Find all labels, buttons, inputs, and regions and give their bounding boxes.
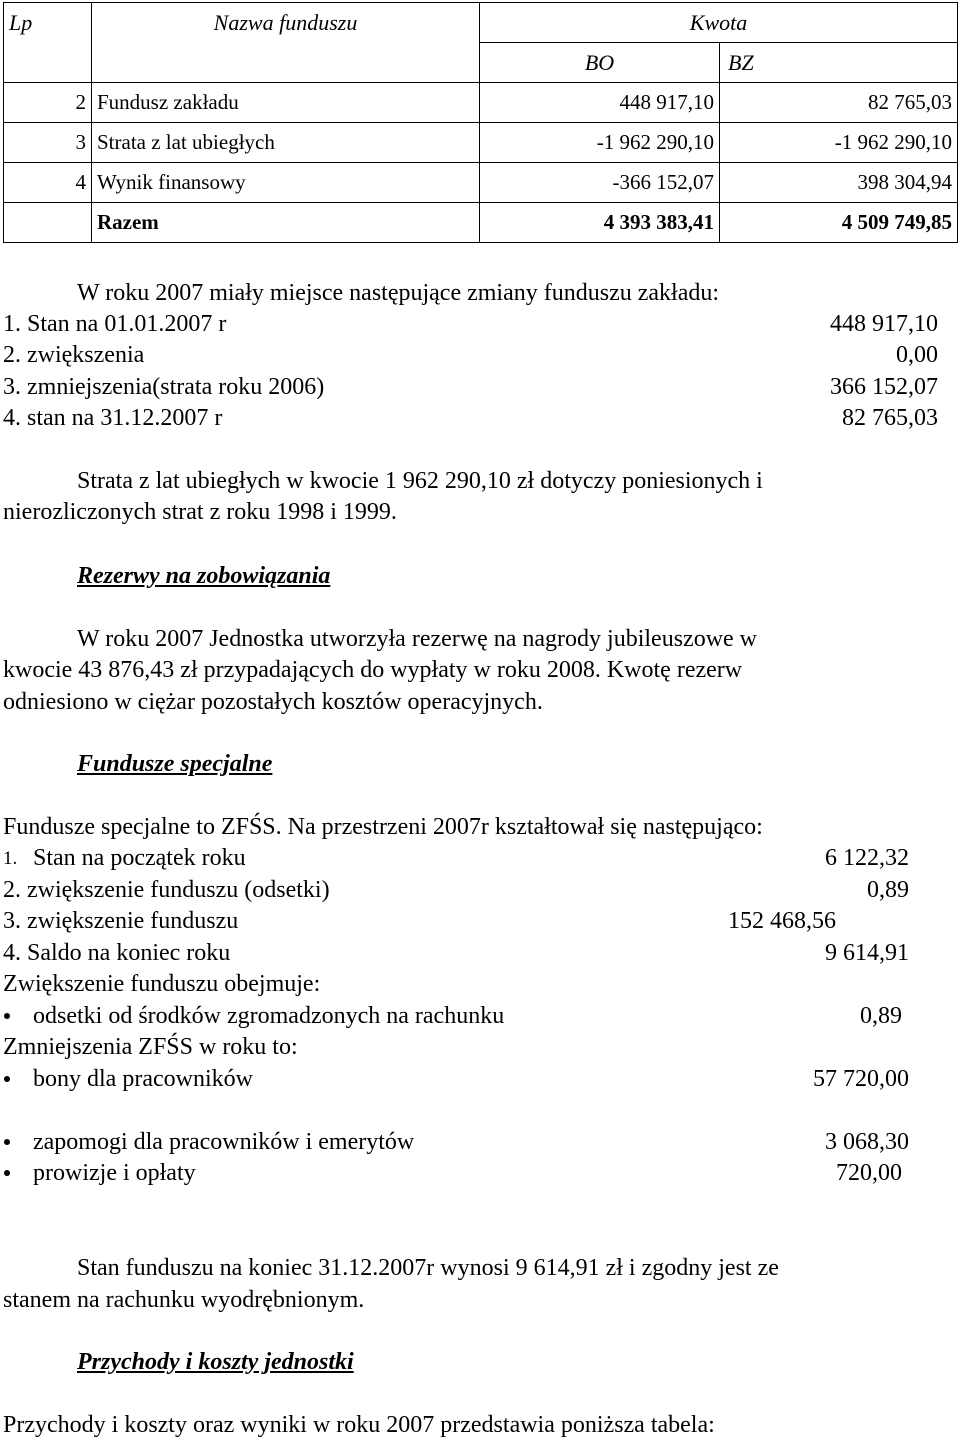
change-item-label: 4. stan na 31.12.2007 r [3,405,223,431]
increase-heading: Zwiększenie funduszu obejmuje: [3,971,321,997]
special-item-value: 6 122,32 [825,845,909,871]
table-total-row [4,203,958,243]
table-row [4,123,958,163]
decrease-item-label: zapomogi dla pracowników i emerytów [33,1129,415,1155]
change-item-value: 0,00 [896,342,938,368]
total-label: Razem [92,203,480,243]
row-lp: 4 [4,163,92,203]
decrease-item-label: prowizje i opłaty [33,1160,196,1186]
row-lp: 3 [4,123,92,163]
row-name: Fundusz zakładu [92,83,480,123]
bullet-icon [4,1013,10,1019]
row-bo: -1 962 290,10 [480,123,720,163]
loss-note-line: Strata z lat ubiegłych w kwocie 1 962 290,10 zł dotyczy poniesionych i [77,468,763,494]
decrease-item-value: 57 720,00 [813,1066,909,1092]
row-bz: 82 765,03 [720,83,958,123]
special-item-label: 2. zwiększenie funduszu (odsetki) [3,877,330,903]
loss-note-line: nierozliczonych strat z roku 1998 i 1999. [3,499,397,525]
decrease-item-value: 3 068,30 [825,1129,909,1155]
table-row [4,83,958,123]
income-intro: Przychody i koszty oraz wyniki w roku 2007 przedstawia poniższa tabela: [3,1412,715,1438]
table-subheader-row [4,43,958,83]
special-item-value: 152 468,56 [728,908,836,934]
closing-line: Stan funduszu na koniec 31.12.2007r wynosi 9 614,91 zł i zgodny jest ze [77,1255,779,1281]
header-bo: BO [480,43,720,83]
row-bo: -366 152,07 [480,163,720,203]
special-funds-intro: Fundusze specjalne to ZFŚS. Na przestrzeni 2007r kształtował się następująco: [3,814,763,840]
table-row [4,163,958,203]
row-lp: 2 [4,83,92,123]
special-funds-heading: Fundusze specjalne [77,751,273,777]
bullet-icon [4,1139,10,1145]
header-name: Nazwa funduszu [92,3,480,43]
reserves-line: odniesiono w ciężar pozostałych kosztów operacyjnych. [3,689,543,715]
closing-line: stanem na rachunku wyodrębnionym. [3,1287,365,1313]
change-item-label: 2. zwiększenia [3,342,145,368]
changes-intro: W roku 2007 miały miejsce następujące zmiany funduszu zakładu: [77,280,720,306]
reserves-line: W roku 2007 Jednostka utworzyła rezerwę na nagrody jubileuszowe w [77,626,758,652]
change-item-label: 1. Stan na 01.01.2007 r [3,311,227,337]
row-bz: 398 304,94 [720,163,958,203]
decrease-item-value: 720,00 [836,1160,902,1186]
change-item-label: 3. zmniejszenia(strata roku 2006) [3,374,325,400]
reserves-line: kwocie 43 876,43 zł przypadających do wypłaty w roku 2008. Kwotę rezerw [3,657,743,683]
reserves-heading: Rezerwy na zobowiązania [77,563,331,589]
change-item-value: 366 152,07 [830,374,938,400]
bullet-icon [4,1076,10,1082]
special-item-label: 4. Saldo na koniec roku [3,940,231,966]
table-header-row [4,3,958,43]
row-name: Wynik finansowy [92,163,480,203]
header-bz: BZ [720,43,958,83]
row-name: Strata z lat ubiegłych [92,123,480,163]
decrease-item-label: bony dla pracowników [33,1066,253,1092]
special-item-value: 9 614,91 [825,940,909,966]
increase-item-value: 0,89 [860,1003,902,1029]
bullet-icon [4,1170,10,1176]
row-bo: 448 917,10 [480,83,720,123]
special-item-num: 1. [3,848,18,869]
header-amount: Kwota [480,3,958,43]
change-item-value: 82 765,03 [842,405,938,431]
total-bz: 4 509 749,85 [720,203,958,243]
change-item-value: 448 917,10 [830,311,938,337]
header-lp: Lp [4,3,92,43]
special-item-label: 3. zwiększenie funduszu [3,908,239,934]
fund-table [3,2,958,243]
special-item-value: 0,89 [867,877,909,903]
income-heading: Przychody i koszty jednostki [77,1349,354,1375]
total-bo: 4 393 383,41 [480,203,720,243]
row-bz: -1 962 290,10 [720,123,958,163]
decrease-heading: Zmniejszenia ZFŚS w roku to: [3,1034,298,1060]
special-item-label: Stan na początek roku [33,845,246,871]
increase-item-label: odsetki od środków zgromadzonych na rachunku [33,1003,505,1029]
